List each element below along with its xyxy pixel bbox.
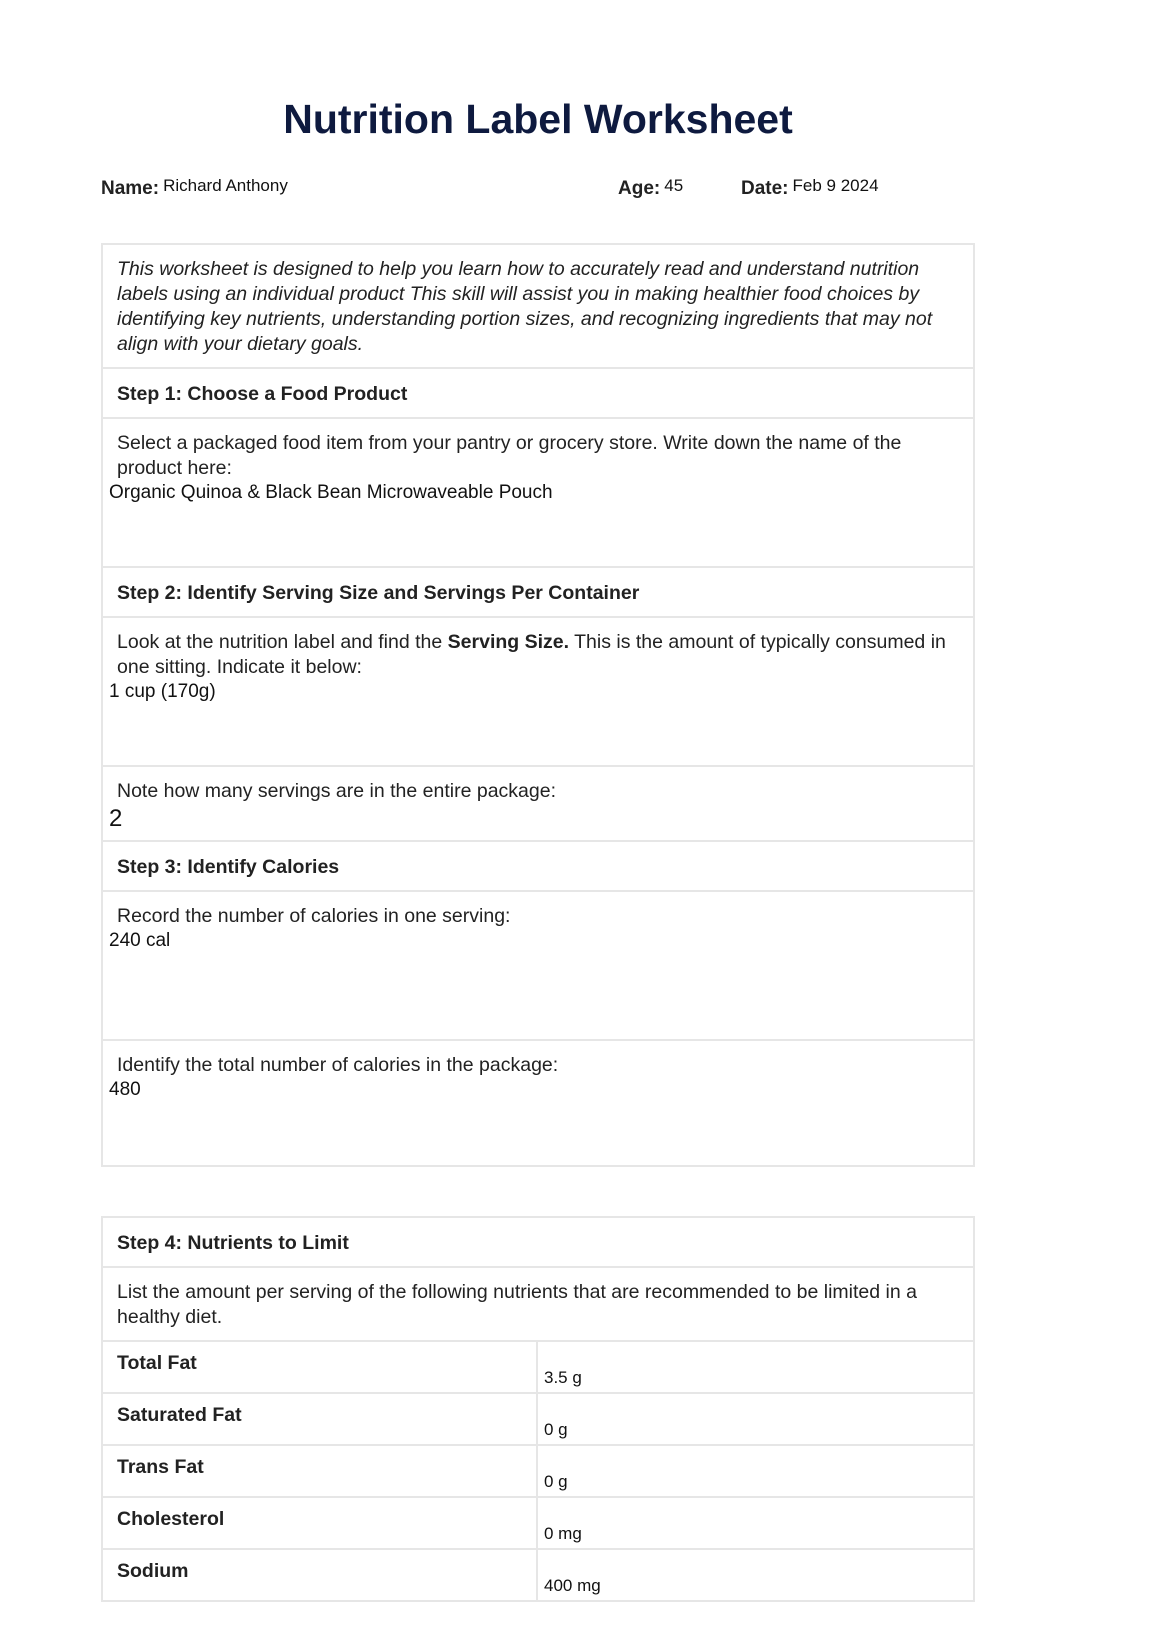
nutrient-value[interactable]: 0 g: [544, 1472, 568, 1491]
nutrient-row: [103, 1394, 973, 1446]
servings-answer[interactable]: 2: [109, 805, 123, 832]
step2-instruction: [117, 630, 959, 680]
date-value[interactable]: Feb 9 2024: [792, 176, 879, 195]
product-name-answer[interactable]: Organic Quinoa & Black Bean Microwaveable Pouch: [109, 482, 553, 503]
worksheet-section-1: [101, 243, 975, 1167]
calories-answer[interactable]: 240 cal: [109, 930, 171, 951]
step4-heading: Step 4: Nutrients to Limit: [103, 1218, 973, 1268]
step3-heading: Step 3: Identify Calories: [103, 842, 973, 892]
servings-block: [103, 767, 973, 842]
step1-heading: Step 1: Choose a Food Product: [103, 369, 973, 419]
step1-block: [103, 419, 973, 568]
nutrient-row: [103, 1446, 973, 1498]
nutrient-value[interactable]: 0 mg: [544, 1524, 582, 1543]
step2-instruction-pre: Look at the nutrition label and find the: [117, 631, 448, 653]
nutrient-value[interactable]: 400 mg: [544, 1576, 601, 1595]
servings-instruction: Note how many servings are in the entire package:: [117, 780, 556, 802]
date-label: Date:: [741, 178, 789, 199]
age-field: [618, 176, 683, 200]
total-calories-instruction: Identify the total number of calories in the package:: [117, 1054, 559, 1076]
serving-size-emphasis: Serving Size.: [447, 631, 570, 653]
nutrient-name: Trans Fat: [103, 1446, 538, 1496]
age-label: Age:: [618, 178, 661, 199]
step2-heading: Step 2: Identify Serving Size and Servings Per Container: [103, 568, 973, 618]
worksheet-section-2: [101, 1216, 975, 1602]
nutrient-row: [103, 1498, 973, 1550]
calories-block: [103, 892, 973, 1041]
nutrient-value[interactable]: 0 g: [544, 1420, 568, 1439]
serving-size-answer[interactable]: 1 cup (170g): [109, 681, 216, 702]
nutrient-name: Saturated Fat: [103, 1394, 538, 1444]
total-calories-block: [103, 1041, 973, 1165]
step2-instruction-post: This is the amount of typically consumed in one sitting. Indicate it below:: [117, 631, 946, 678]
calories-instruction: Record the number of calories in one serving:: [117, 905, 511, 927]
step4-instruction: List the amount per serving of the following nutrients that are recommended to be limited in a healthy diet.: [103, 1268, 973, 1342]
nutrient-name: Sodium: [103, 1550, 538, 1600]
intro-text: This worksheet is designed to help you learn how to accurately read and understand nutrition labels using an individual product This skill will assist you in making healthier food choices by identifying key nutrients, understanding portion sizes, and recognizing ingredients that may not align with your dietary goals.: [103, 245, 973, 369]
date-field: [741, 176, 879, 200]
nutrient-row: [103, 1550, 973, 1600]
nutrient-row: [103, 1342, 973, 1394]
page-title: Nutrition Label Worksheet: [283, 96, 793, 142]
name-label: Name:: [101, 178, 160, 199]
total-calories-answer[interactable]: 480: [109, 1079, 141, 1100]
age-value[interactable]: 45: [664, 176, 684, 195]
nutrient-name: Cholesterol: [103, 1498, 538, 1548]
step2-block: [103, 618, 973, 767]
name-value[interactable]: Richard Anthony: [163, 176, 288, 195]
step1-instruction: Select a packaged food item from your pantry or grocery store. Write down the name of the product here:: [117, 432, 902, 479]
nutrient-name: Total Fat: [103, 1342, 538, 1392]
name-field: [101, 176, 288, 200]
nutrient-value[interactable]: 3.5 g: [544, 1368, 582, 1387]
